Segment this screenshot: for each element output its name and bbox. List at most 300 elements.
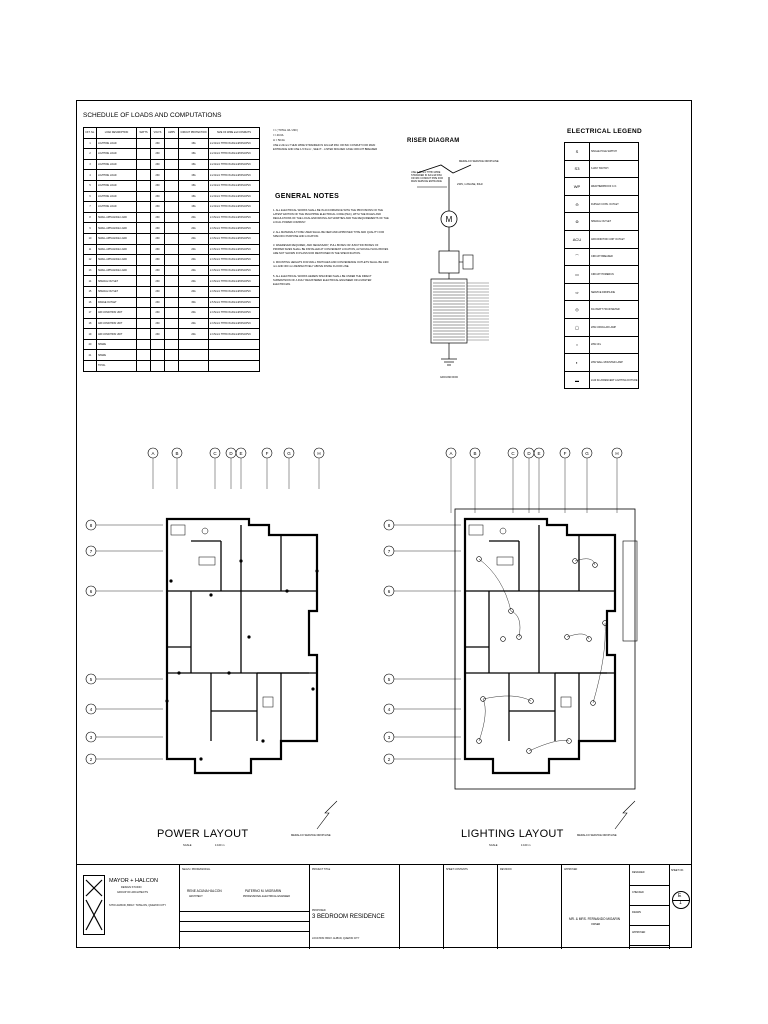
table-cell <box>179 361 209 372</box>
table-cell <box>137 255 151 266</box>
legend-label: DUPLEX CONV. OUTLET <box>590 195 639 213</box>
table-row <box>84 149 260 160</box>
table-cell: 230 <box>151 202 165 213</box>
legend-symbol: ACU <box>565 230 590 248</box>
table-cell: 15A <box>179 170 209 181</box>
legend-label: 20W WALL MOUNTED LAMP <box>590 354 639 372</box>
table-cell <box>151 350 165 361</box>
table-cell: 15A <box>179 138 209 149</box>
table-cell: 2-2.0mm² THHN IN 20mmØ RSC/PVC <box>209 149 260 160</box>
table-row <box>84 212 260 223</box>
table-cell <box>165 212 179 223</box>
table-cell: 230 <box>151 297 165 308</box>
grid-row-label: 2 <box>89 756 93 762</box>
table-cell: 230 <box>151 170 165 181</box>
legend-row <box>565 301 639 319</box>
table-cell: 17 <box>84 308 97 319</box>
table-cell: LIGHTING LOAD <box>97 191 137 202</box>
grid-col-label: G <box>585 451 589 456</box>
signature-row-label: CHECKED <box>632 891 644 894</box>
legend-row <box>565 266 639 284</box>
riser-phase-label: 230V, 1-PHASE, 60Hz <box>457 183 483 186</box>
table-cell: 230 <box>151 149 165 160</box>
schedule-header-1: LOAD DESCRIPTION <box>97 128 137 139</box>
legend-label: SERVICE DROP/LINE <box>590 283 639 301</box>
table-cell <box>137 350 151 361</box>
table-row <box>84 339 260 350</box>
architect-name: RENE ACUNA HALCON <box>187 889 222 893</box>
table-cell: LIGHTING LOAD <box>97 202 137 213</box>
table-cell <box>165 286 179 297</box>
table-cell: AIR CONDITION UNIT <box>97 318 137 329</box>
owner-role: OWNER <box>591 923 601 926</box>
service-drop-arrow <box>615 801 635 829</box>
legend-label: SPECIAL OUTLET <box>590 213 639 231</box>
table-row <box>84 286 260 297</box>
outlet-symbol <box>239 559 242 562</box>
legend-symbol: ◯ <box>565 318 590 336</box>
table-cell <box>137 212 151 223</box>
table-cell: LIGHTING LOAD <box>97 180 137 191</box>
grid-row-label: 6 <box>387 588 391 594</box>
table-cell: 2-2.0mm² THHN IN 20mmØ RSC/PVC <box>209 170 260 181</box>
table-cell: 20A <box>179 318 209 329</box>
table-cell: 9 <box>84 223 97 234</box>
table-cell: SMALL APPLIANCE LOAD <box>97 212 137 223</box>
fixture <box>263 697 273 707</box>
lighting-scale-value: 1:100 m <box>521 844 531 847</box>
table-cell: 21 <box>84 350 97 361</box>
table-cell: 15A <box>179 202 209 213</box>
table-cell: 20A <box>179 308 209 319</box>
table-cell: 230 <box>151 180 165 191</box>
table-cell: 20A <box>179 329 209 340</box>
table-cell: 230 <box>151 276 165 287</box>
wiring-run <box>593 623 605 703</box>
grid-row-label: 4 <box>387 706 391 712</box>
riser-drop-label: MERALCO SERVICE DROP/LINE <box>459 160 499 163</box>
table-cell: 10 <box>84 233 97 244</box>
power-scale-label: SCALE <box>183 844 192 847</box>
grid-row-label: 4 <box>89 706 93 712</box>
table-cell: 230 <box>151 329 165 340</box>
grid-col-label: C <box>213 451 217 456</box>
outlet-symbol <box>227 671 230 674</box>
table-cell: 230 <box>151 233 165 244</box>
table-cell: SMALL APPLIANCE LOAD <box>97 255 137 266</box>
approved-label: APPROVED <box>564 868 578 871</box>
table-cell <box>165 361 179 372</box>
grid-col-label: H <box>317 451 321 456</box>
legend-row <box>565 336 639 354</box>
firm-sub: GROUP OF ARCHITECTS <box>117 891 148 894</box>
grid-col-label: A <box>449 451 453 456</box>
grid-row-label: 3 <box>387 734 391 740</box>
table-cell: 20A <box>179 223 209 234</box>
schedule-body <box>84 138 260 371</box>
fixture <box>171 525 185 535</box>
table-cell: 2-2.0mm² THHN IN 20mmØ RSC/PVC <box>209 159 260 170</box>
outlet-symbol <box>209 593 212 596</box>
schedule-header-6: SIZE OF WIRE and CONDUITS <box>209 128 260 139</box>
table-row <box>84 233 260 244</box>
table-cell <box>137 297 151 308</box>
table-cell: 230 <box>151 191 165 202</box>
table-cell <box>84 361 97 372</box>
outlet-symbol <box>199 757 202 760</box>
schedule-header-row <box>84 128 260 139</box>
table-cell <box>165 339 179 350</box>
schedule-title: SCHEDULE OF LOADS AND COMPUTATIONS <box>83 112 222 119</box>
grid-row-label: 8 <box>89 522 93 528</box>
table-cell <box>209 339 260 350</box>
table-cell: 12 <box>84 255 97 266</box>
table-cell: 15A <box>179 159 209 170</box>
table-cell <box>137 191 151 202</box>
table-cell: 20A <box>179 255 209 266</box>
table-cell: 2-3.5mm² THHN IN 20mmØ RSC/PVC <box>209 276 260 287</box>
engineer-role: PROFESSIONAL ELECTRICAL ENGINEER <box>243 895 290 898</box>
firm-tag: DESIGN STUDIO <box>121 886 142 889</box>
stamp-label: SEALS / PROFESSIONAL <box>182 868 211 871</box>
table-row <box>84 255 260 266</box>
legend-symbol: WP <box>565 178 590 196</box>
grid-row-label: 8 <box>387 522 391 528</box>
general-note-item: 1. ALL ELECTRICAL WORKS SHALL BE IN ACCORDANCE WITH THE PROVISIONS OF THE LATEST EDITION OF THE PHILIPPINE ELECTRICAL CODE (PEC), WITH THE RULES AND REGULATIONS OF THE LOCAL ENFORCING AUTHORITIES AND THE REQUIREMENTS OF THE LOCAL POWER COMPANY. <box>273 209 389 225</box>
table-cell: 2-3.5mm² THHN IN 20mmØ RSC/PVC <box>209 318 260 329</box>
schedule-header-3: VOLTS <box>151 128 165 139</box>
grid-col-label: A <box>151 451 155 456</box>
general-notes-title: GENERAL NOTES <box>275 193 340 200</box>
firm-logo <box>83 875 105 935</box>
table-cell <box>165 233 179 244</box>
table-cell <box>165 265 179 276</box>
legend-symbol: ◎ <box>565 301 590 319</box>
formula-line: USE 2-22mm² THHN WIRE STRANDED IN 32mmØ RSC OR IMC CONDUIT FOR MAIN ENTRANCE AND USE 1-5.5mm² , SEE IT... LISTED MOLDED CASE CIRCUIT BREAKER <box>273 144 378 151</box>
table-cell: 20A <box>179 286 209 297</box>
schedule-header-0: CKT. No. <box>84 128 97 139</box>
table-cell: 2 <box>84 149 97 160</box>
table-cell: 230 <box>151 244 165 255</box>
table-cell <box>137 170 151 181</box>
outlet-symbol <box>165 699 168 702</box>
table-cell <box>165 180 179 191</box>
outlet-symbol <box>311 687 314 690</box>
table-cell: 2-3.5mm² THHN IN 20mmØ RSC/PVC <box>209 244 260 255</box>
table-cell: 2-2.0mm² THHN IN 20mmØ RSC/PVC <box>209 180 260 191</box>
legend-row <box>565 354 639 372</box>
legend-row <box>565 213 639 231</box>
legend-symbol: ⊜ <box>565 213 590 231</box>
table-cell: LIGHTING LOAD <box>97 138 137 149</box>
fixture <box>497 557 513 565</box>
outlet-symbol <box>285 589 288 592</box>
grid-row-label: 7 <box>387 548 391 554</box>
legend-symbol: ⊖ <box>565 195 590 213</box>
table-row <box>84 350 260 361</box>
table-cell: 7 <box>84 202 97 213</box>
table-cell <box>165 350 179 361</box>
table-cell <box>165 202 179 213</box>
table-row <box>84 138 260 149</box>
legend-title: ELECTRICAL LEGEND <box>567 128 643 135</box>
legend-symbol: ▬ <box>565 371 590 389</box>
table-cell: 2-3.5mm² THHN IN 20mmØ RSC/PVC <box>209 233 260 244</box>
grid-row-label: 5 <box>89 676 93 682</box>
table-cell: 2-2.0mm² THHN IN 20mmØ RSC/PVC <box>209 202 260 213</box>
table-cell: 13 <box>84 265 97 276</box>
fixture <box>202 528 208 534</box>
table-cell: LIGHTING LOAD <box>97 170 137 181</box>
general-notes-list <box>273 209 389 292</box>
table-cell: 2-2.0mm² THHN IN 20mmØ RSC/PVC <box>209 191 260 202</box>
grid-row-label: 2 <box>387 756 391 762</box>
table-row <box>84 308 260 319</box>
table-cell: 2-3.5mm² THHN IN 20mmØ RSC/PVC <box>209 255 260 266</box>
table-cell: 2-3.5mm² THHN IN 20mmØ RSC/PVC <box>209 286 260 297</box>
service-drop-arrow <box>317 801 337 829</box>
exterior-wall <box>465 519 615 773</box>
power-layout-plan <box>81 441 381 841</box>
table-cell <box>165 276 179 287</box>
table-cell: 20 <box>84 339 97 350</box>
table-cell <box>137 223 151 234</box>
legend-symbol: S3 <box>565 160 590 178</box>
legend-row <box>565 248 639 266</box>
wiring-run <box>575 559 595 565</box>
schedule-of-loads-table <box>83 127 260 372</box>
power-service-note: MERALCO SERVICE DROP/LINE <box>291 834 331 837</box>
engineer-name: PATERNO M. MIGRARIN <box>245 889 282 893</box>
lighting-service-note: MERALCO SERVICE DROP/LINE <box>577 834 617 837</box>
table-cell <box>165 138 179 149</box>
revision-label: REVISION <box>500 868 512 871</box>
legend-label: WEATHERPROOF C.O. <box>590 178 639 196</box>
fixture <box>469 525 483 535</box>
legend-label: 2x40 FLUORESCENT LIGHTING FIXTURE <box>590 371 639 389</box>
table-cell <box>165 329 179 340</box>
grid-col-label: D <box>229 451 233 456</box>
firm-address: SITIO ALIBUD, BRGY. TATALON, QUEZON CITY <box>109 904 167 907</box>
table-row <box>84 191 260 202</box>
table-cell: AIR CONDITION UNIT <box>97 329 137 340</box>
legend-symbol: ⌒ <box>565 248 590 266</box>
general-note-item: 3. WHEREVER REQUIRED, AND NECESSARY, PULL BOXES OR JUNCTION BOXES OF PROPER SIZES SHALL BE INSTALLED AT CONVENIENT LOCATION, ALTHOUGH SUCH BOXES ARE NOT SHOWN IN PLANS NOR MENTIONED IN THE SPECIFICATION. <box>273 243 389 256</box>
legend-label: SINGLE POLE SWITCH <box>590 143 639 161</box>
general-note-item: 5. ALL ELECTRICAL WORKS HEREIN SPECIFIED SHALL BE UNDER THE DIRECT SUPERVISION OF A DULY REGISTERED ELECTRICAL ENGINEER OR A MASTER ELECTRICIAN. <box>273 274 372 286</box>
table-cell: 4 <box>84 170 97 181</box>
lighting-layout-plan <box>379 441 679 841</box>
table-cell: 230 <box>151 223 165 234</box>
table-cell <box>165 223 179 234</box>
legend-row <box>565 283 639 301</box>
table-row <box>84 223 260 234</box>
grid-col-label: B <box>473 451 477 456</box>
table-cell: 14 <box>84 276 97 287</box>
table-cell <box>165 191 179 202</box>
proposed-label: PROPOSED <box>312 909 326 912</box>
table-cell: 3 <box>84 159 97 170</box>
grid-col-label: D <box>527 451 531 456</box>
legend-row <box>565 143 639 161</box>
grid-col-label: B <box>175 451 179 456</box>
formula-line: I = 40.0A <box>273 134 284 137</box>
table-cell <box>137 138 151 149</box>
table-cell <box>165 159 179 170</box>
legend-symbol: ▭ <box>565 266 590 284</box>
table-cell: 20A <box>179 233 209 244</box>
table-cell <box>165 255 179 266</box>
table-cell: LIGHTING LOAD <box>97 159 137 170</box>
grid-col-label: F <box>563 451 567 456</box>
table-row <box>84 329 260 340</box>
table-cell: 18 <box>84 318 97 329</box>
legend-row <box>565 160 639 178</box>
legend-row <box>565 371 639 389</box>
table-cell <box>151 339 165 350</box>
table-cell <box>137 318 151 329</box>
table-cell: 230 <box>151 265 165 276</box>
table-cell: 230 <box>151 255 165 266</box>
firm-name: MAYOR + HALCON <box>109 878 158 884</box>
table-row <box>84 361 260 372</box>
table-cell <box>137 276 151 287</box>
table-cell: 16 <box>84 297 97 308</box>
riser-ground-label: GROUND ROD <box>440 376 459 379</box>
table-row <box>84 276 260 287</box>
table-cell <box>137 339 151 350</box>
table-cell <box>137 244 151 255</box>
sheet-number-label: SHEET NO. <box>671 869 684 872</box>
fixture <box>561 697 571 707</box>
title-block <box>77 864 691 949</box>
outlet-symbol <box>261 739 264 742</box>
table-cell: 5 <box>84 180 97 191</box>
legend-row <box>565 195 639 213</box>
fixture <box>500 528 506 534</box>
grid-col-label: E <box>239 451 243 456</box>
table-row <box>84 202 260 213</box>
architect-role: ARCHITECT <box>189 895 203 898</box>
table-cell: 15A <box>179 180 209 191</box>
table-cell: 6 <box>84 191 97 202</box>
table-cell: 1 <box>84 138 97 149</box>
power-scale-value: 1:100 m <box>215 844 225 847</box>
table-row <box>84 244 260 255</box>
table-cell: 2-3.5mm² THHN IN 20mmØ RSC/PVC <box>209 329 260 340</box>
table-cell <box>137 233 151 244</box>
schedule-header-4: AMPS <box>165 128 179 139</box>
fixture <box>199 557 215 565</box>
table-cell: SPARE <box>97 339 137 350</box>
table-cell: 2-3.5mm² THHN IN 20mmØ RSC/PVC <box>209 265 260 276</box>
legend-label: 20W CFL <box>590 336 639 354</box>
legend-symbol: ○ <box>565 336 590 354</box>
riser-service-label: USE 2-22mm² THHN WIRE STRANDED IN 32mmØ RSC OR IMC CONDUIT PIPE FOR MAIN SERVICE ENTRANCE <box>411 171 443 183</box>
grid-col-label: G <box>287 451 291 456</box>
table-cell <box>179 350 209 361</box>
table-cell <box>137 265 151 276</box>
legend-label: 20W CIRCULAR LAMP <box>590 318 639 336</box>
schedule-header-5: CIRCUIT PROTECTION <box>179 128 209 139</box>
kwh-meter-label: M <box>445 215 453 224</box>
wiring-run <box>479 559 511 611</box>
table-cell <box>165 170 179 181</box>
owner-name: MR. & MRS. FERNANDO MIGARIN <box>569 917 621 921</box>
legend-symbol: S <box>565 143 590 161</box>
table-cell: 2-5.5mm² THHN IN 20mmØ RSC/PVC <box>209 297 260 308</box>
grid-row-label: 6 <box>89 588 93 594</box>
outlet-symbol <box>247 635 250 638</box>
table-cell: 15A <box>179 149 209 160</box>
wiring-run <box>479 699 485 741</box>
formula-line: Ic = 50.0A <box>273 139 285 142</box>
table-cell <box>137 159 151 170</box>
load-computation-notes <box>273 129 383 153</box>
table-cell: LIGHTING LOAD <box>97 149 137 160</box>
signature-row-label: DRAWN <box>632 911 641 914</box>
table-cell <box>137 361 151 372</box>
table-cell: 230 <box>151 308 165 319</box>
table-cell: 230 <box>151 138 165 149</box>
drawing-sheet <box>76 100 692 948</box>
table-cell: 20A <box>179 244 209 255</box>
sheet-number: E <box>678 892 682 899</box>
signature-row-label: APPROVED <box>632 931 646 934</box>
table-cell: 8 <box>84 212 97 223</box>
table-cell: AIR CONDITION UNIT <box>97 308 137 319</box>
legend-label: AIRCONDITION UNIT OUTLET <box>590 230 639 248</box>
wiring-run <box>511 611 520 637</box>
table-row <box>84 170 260 181</box>
table-cell <box>151 361 165 372</box>
table-cell: 230 <box>151 286 165 297</box>
table-cell: 15A <box>179 191 209 202</box>
legend-label: CIRCUIT BREAKER <box>590 248 639 266</box>
wiring-run <box>567 634 589 639</box>
table-cell: SPARE <box>97 350 137 361</box>
electrical-legend-table <box>564 142 639 389</box>
general-note-item: 4. MOUNTING HEIGHTS FOR WALL SWITCHES AND CONVENIENCE OUTLETS SHALL BE 1400 mm AND 300 mm RESPECTIVELY ABOVE FINISH FLOOR LINE. <box>273 261 389 269</box>
wiring-run <box>529 740 569 751</box>
table-cell: SMALL APPLIANCE LOAD <box>97 265 137 276</box>
outlet-symbol <box>169 579 172 582</box>
table-cell: 30A <box>179 297 209 308</box>
table-cell <box>165 297 179 308</box>
outlet-symbol <box>315 569 318 572</box>
table-cell: TOTAL <box>97 361 137 372</box>
sheet-number-bubble <box>672 891 690 909</box>
table-row <box>84 265 260 276</box>
riser-diagram-title: RISER DIAGRAM <box>407 138 460 144</box>
table-row <box>84 297 260 308</box>
table-cell: 2-3.5mm² THHN IN 20mmØ RSC/PVC <box>209 308 260 319</box>
table-cell: 19 <box>84 329 97 340</box>
table-cell: SPECIAL OUTLET <box>97 286 137 297</box>
table-cell <box>137 286 151 297</box>
project-name: 3 BEDROOM RESIDENCE <box>312 914 385 920</box>
sheet-contents-label: SHEET CONTENTS <box>446 868 468 871</box>
table-cell: 11 <box>84 244 97 255</box>
legend-label: 3-WAY SWITCH <box>590 160 639 178</box>
formula-line: I = ( TOTAL VA / 230 ) <box>273 129 299 132</box>
legend-symbol: ⇨ <box>565 283 590 301</box>
table-row <box>84 180 260 191</box>
table-row <box>84 318 260 329</box>
wiring-run <box>483 696 531 701</box>
outlet-symbol <box>177 671 180 674</box>
table-cell: 15 <box>84 286 97 297</box>
